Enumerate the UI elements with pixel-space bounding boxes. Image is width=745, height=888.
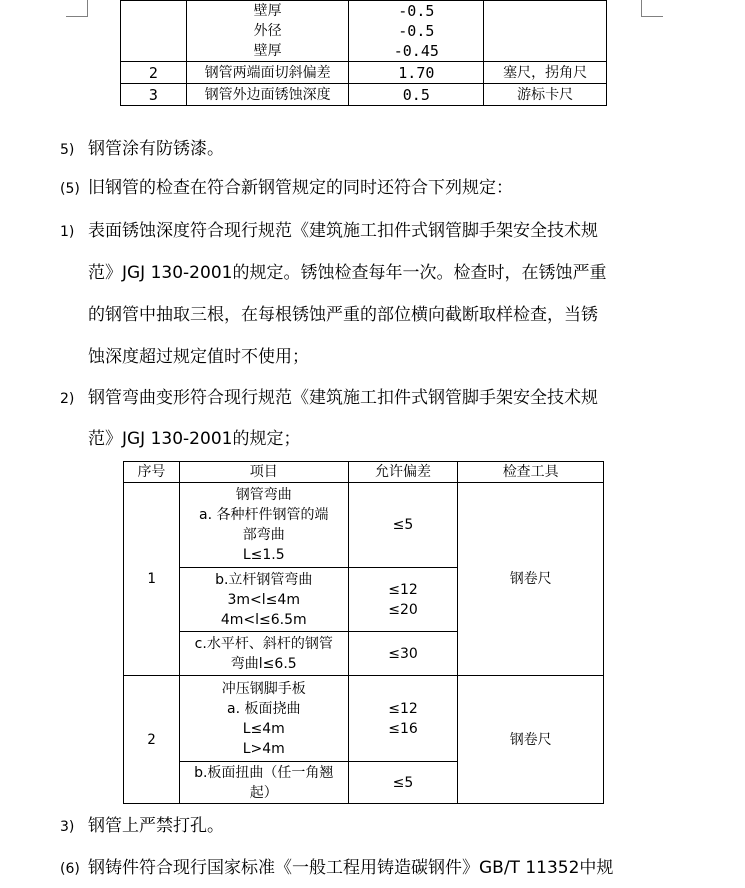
cell-line: 壁厚 [253,3,282,19]
cell-line: ≤12 [388,581,418,598]
cell-line: 钢管弯曲 [235,487,292,503]
table-cell: 3 [121,84,187,106]
cell-line: 壁厚 [253,43,282,59]
table-cell [348,676,458,762]
table-cell [179,568,348,632]
table-cell [348,568,458,632]
paragraph-text: 旧钢管的检查在符合新钢管规定的同时还符合下列规定： [88,178,513,198]
paragraph-1-corrosion [60,213,650,251]
table-row [124,676,604,762]
paragraph-continuation: 蚀深度超过规定值时不使用； [88,347,309,367]
cell-line: a. 各种杆件钢管的端 [199,507,329,523]
table-cell: 0.5 [349,84,484,106]
paragraph-old-pipe-check [60,170,650,208]
crop-mark-right-h [641,16,663,17]
table-cell: 游标卡尺 [484,84,607,106]
list-number: (5) [60,181,80,197]
paragraph-5-paint [60,131,650,169]
list-number: 5) [60,142,75,158]
column-header: 项目 [179,462,348,483]
table-cell: 2 [121,62,187,84]
cell-line: 冲压钢脚手板 [221,680,306,697]
table-cell [179,676,348,762]
table-cell: 钢管外边面锈蚀深度 [186,84,349,106]
cell-line: c.水平杆、斜杆的钢管 [194,635,333,652]
cell-line: 部弯曲 [242,527,285,543]
cell-line: L>4m [242,740,285,757]
table-cell [179,632,348,676]
cell-line: ≤16 [388,720,418,737]
table-cell [179,483,348,568]
paragraph-cast-steel [60,850,650,888]
column-header: 检查工具 [458,462,604,483]
paragraph-text: 钢铸件符合现行国家标准《一般工程用铸造碳钢件》GB/T 11352中规 [88,858,614,878]
paragraph-text: 钢管上严禁打孔。 [88,816,224,836]
cell-line: 起） [249,784,278,801]
cell-line: b.立杆钢管弯曲 [215,571,313,588]
table-cell [186,1,349,62]
paragraph-continuation: 范》JGJ 130-2001的规定。锈蚀检查每年一次。检查时，在锈蚀严重 [88,263,607,283]
cell-line: -0.5 [398,2,435,20]
cell-line: -0.5 [398,22,435,40]
table-cell [179,762,348,804]
crop-mark-left-v [87,0,88,16]
table-cell: 塞尺，拐角尺 [484,62,607,84]
paragraph-text: 表面锈蚀深度符合现行规范《建筑施工扣件式钢管脚手架安全技术规 [88,221,598,241]
paragraph-text: 钢管弯曲变形符合现行规范《建筑施工扣件式钢管脚手架安全技术规 [88,388,598,408]
column-header: 序号 [124,462,180,483]
deviation-table-continued [120,0,607,106]
list-number: (6) [60,861,80,877]
row-number: 2 [124,676,180,804]
cell-line: 弯曲l≤6.5 [230,655,297,672]
bending-deviation-table [123,461,604,804]
table-cell [349,1,484,62]
paragraph-continuation: 的钢管中抽取三根，在每根锈蚀严重的部位横向截断取样检查，当锈 [88,305,598,325]
crop-mark-right-v [641,0,642,16]
cell-line: 3m<l≤4m [227,591,300,608]
cell-line: -0.45 [393,42,439,60]
table-cell: 1.70 [349,62,484,84]
table-row [121,84,607,106]
cell-line: ≤20 [388,601,418,618]
paragraph-text: 钢管涂有防锈漆。 [88,139,224,159]
table-row [124,483,604,568]
cell-line: a. 板面挠曲 [227,700,301,717]
table-row [121,62,607,84]
cell-line: 4m<l≤6.5m [220,611,307,628]
cell-line: ≤12 [388,700,418,717]
table-cell [121,1,187,62]
row-number: 1 [124,483,180,676]
list-number: 1) [60,224,75,240]
crop-mark-left-h [66,16,88,17]
table-cell: 钢管两端面切斜偏差 [186,62,349,84]
table-row [121,1,607,62]
tool-cell: 钢卷尺 [458,483,604,676]
cell-line: 外径 [253,23,282,39]
table-cell [484,1,607,62]
tool-cell: 钢卷尺 [458,676,604,804]
column-header: 允许偏差 [348,462,458,483]
list-number: 2) [60,391,75,407]
paragraph-3-no-drilling [60,808,650,846]
paragraph-2-bending [60,380,650,418]
paragraph-continuation: 范》JGJ 130-2001的规定； [88,429,301,449]
cell-line: L≤4m [242,720,285,737]
table-cell: ≤5 [348,483,458,568]
table-header-row [124,462,604,483]
cell-line: b.板面扭曲（任一角翘 [194,764,334,781]
cell-line: L≤1.5 [242,547,285,563]
table-cell: ≤30 [348,632,458,676]
list-number: 3) [60,819,75,835]
table-cell: ≤5 [348,762,458,804]
